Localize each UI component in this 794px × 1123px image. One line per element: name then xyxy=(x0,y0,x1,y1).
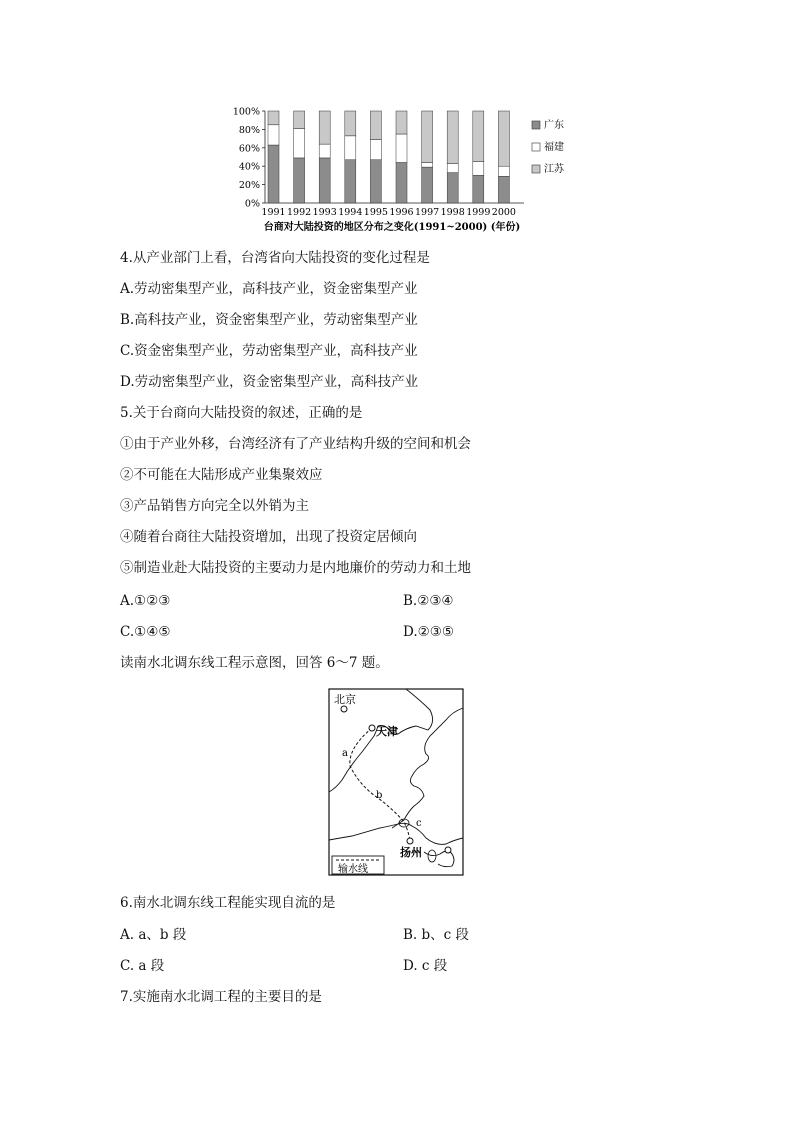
y-tick-label: 0% xyxy=(244,198,260,210)
bar-1991-江苏 xyxy=(268,111,279,125)
chart-title: 台商对大陆投资的地区分布之变化(1991~2000) (年份) xyxy=(263,222,521,233)
q4-option-c: C.资金密集型产业，劳动密集型产业，高科技产业 xyxy=(120,343,418,359)
y-axis-ticks xyxy=(233,107,265,210)
q5-statement-5: ⑤制造业赴大陆投资的主要动力是内地廉价的劳动力和土地 xyxy=(120,560,471,576)
q4-option-d: D.劳动密集型产业，资金密集型产业，高科技产业 xyxy=(120,374,419,390)
legend-label-福建: 福建 xyxy=(544,142,564,153)
bar-1993-江苏 xyxy=(319,111,330,144)
q5-option-d: D.②③⑤ xyxy=(403,624,454,640)
x-axis-ticks xyxy=(261,207,516,218)
bar-2000-广东 xyxy=(498,176,509,203)
bar-1998-福建 xyxy=(447,163,458,172)
q5-stem: 5.关于台商向大陆投资的叙述，正确的是 xyxy=(120,405,363,421)
tianjin-marker xyxy=(369,725,375,731)
legend-swatch-广东 xyxy=(532,121,540,129)
map-frame xyxy=(329,689,463,875)
y-tick-label: 60% xyxy=(238,143,260,155)
bar-1999-广东 xyxy=(473,175,484,203)
map-legend-label: 输水线 xyxy=(338,864,368,875)
x-tick-label: 2000 xyxy=(491,207,516,218)
south-north-water-diversion-map xyxy=(328,688,464,876)
x-tick-label: 1996 xyxy=(389,207,414,218)
bar-1995-福建 xyxy=(370,140,381,160)
bar-2000-福建 xyxy=(498,166,509,176)
q6-option-a: A. a、b 段 xyxy=(120,927,187,943)
q6-option-d: D. c 段 xyxy=(403,958,448,974)
bar-1992-福建 xyxy=(294,128,305,157)
legend-swatch-福建 xyxy=(532,143,540,151)
q5-statement-1: ①由于产业外移，台湾经济有了产业结构升级的空间和机会 xyxy=(120,436,471,452)
legend-label-广东: 广东 xyxy=(544,120,564,131)
yangzhou-label: 扬州 xyxy=(400,846,422,859)
bar-2000-江苏 xyxy=(498,111,509,166)
tianjin-label: 天津 xyxy=(376,725,398,738)
q5-option-b: B.②③④ xyxy=(403,593,454,609)
bar-1997-江苏 xyxy=(422,111,433,163)
q5-option-c: C.①④⑤ xyxy=(120,624,171,640)
bar-1992-江苏 xyxy=(294,111,305,128)
x-tick-label: 1992 xyxy=(287,207,312,218)
x-tick-label: 1997 xyxy=(415,207,440,218)
bar-1996-福建 xyxy=(396,134,407,163)
legend-swatch-江苏 xyxy=(532,165,540,173)
bar-1991-福建 xyxy=(268,125,279,145)
q4-stem: 4.从产业部门上看，台湾省向大陆投资的变化过程是 xyxy=(120,250,430,266)
y-tick-label: 80% xyxy=(238,124,260,136)
bar-1995-江苏 xyxy=(370,111,381,140)
x-tick-label: 1991 xyxy=(261,207,286,218)
y-tick-label: 40% xyxy=(238,161,260,173)
bar-1992-广东 xyxy=(294,158,305,203)
q7-stem: 7.实施南水北调工程的主要目的是 xyxy=(120,989,322,1005)
q6-option-c: C. a 段 xyxy=(120,958,165,974)
x-tick-label: 1995 xyxy=(363,207,388,218)
q6-stem: 6.南水北调东线工程能实现自流的是 xyxy=(120,895,336,911)
bar-1997-广东 xyxy=(422,167,433,203)
segment-b-label: b xyxy=(376,790,383,801)
q5-option-a: A.①②③ xyxy=(120,593,171,609)
shanghai-marker xyxy=(445,847,451,853)
x-tick-label: 1998 xyxy=(440,207,465,218)
segment-c-label: c xyxy=(416,818,422,829)
intro-6-7: 读南水北调东线工程示意图，回答 6～7 题。 xyxy=(120,655,389,671)
q5-statement-3: ③产品销售方向完全以外销为主 xyxy=(120,498,309,514)
bars xyxy=(268,111,509,203)
yangzhou-marker xyxy=(407,838,413,844)
bar-1999-福建 xyxy=(473,162,484,176)
q5-statement-2: ②不可能在大陆形成产业集聚效应 xyxy=(120,467,323,483)
beijing-marker xyxy=(341,706,347,712)
bar-1994-福建 xyxy=(345,136,356,160)
investment-distribution-chart xyxy=(222,100,582,240)
bar-1998-广东 xyxy=(447,173,458,203)
y-tick-label: 20% xyxy=(238,180,260,192)
bar-1996-广东 xyxy=(396,163,407,203)
q5-statement-4: ④随着台商往大陆投资增加，出现了投资定居倾向 xyxy=(120,529,417,545)
bar-1999-江苏 xyxy=(473,111,484,162)
y-tick-label: 100% xyxy=(232,106,260,118)
bar-1994-江苏 xyxy=(345,111,356,136)
chart-legend xyxy=(532,118,565,175)
bar-1997-福建 xyxy=(422,163,433,168)
bar-1998-江苏 xyxy=(447,111,458,163)
q4-option-b: B.高科技产业，资金密集型产业，劳动密集型产业 xyxy=(120,312,418,328)
q6-option-b: B. b、c 段 xyxy=(403,927,469,943)
beijing-label: 北京 xyxy=(334,693,356,706)
q4-option-a: A.劳动密集型产业，高科技产业，资金密集型产业 xyxy=(120,281,418,297)
bar-1993-广东 xyxy=(319,158,330,203)
bar-1995-广东 xyxy=(370,160,381,203)
segment-a-label: a xyxy=(342,748,348,759)
bar-1991-广东 xyxy=(268,145,279,203)
bar-1993-福建 xyxy=(319,144,330,158)
legend-label-江苏: 江苏 xyxy=(544,164,564,175)
x-tick-label: 1994 xyxy=(338,207,363,218)
x-tick-label: 1993 xyxy=(312,207,337,218)
bar-1994-广东 xyxy=(345,160,356,203)
x-tick-label: 1999 xyxy=(466,207,491,218)
bar-1996-江苏 xyxy=(396,111,407,134)
